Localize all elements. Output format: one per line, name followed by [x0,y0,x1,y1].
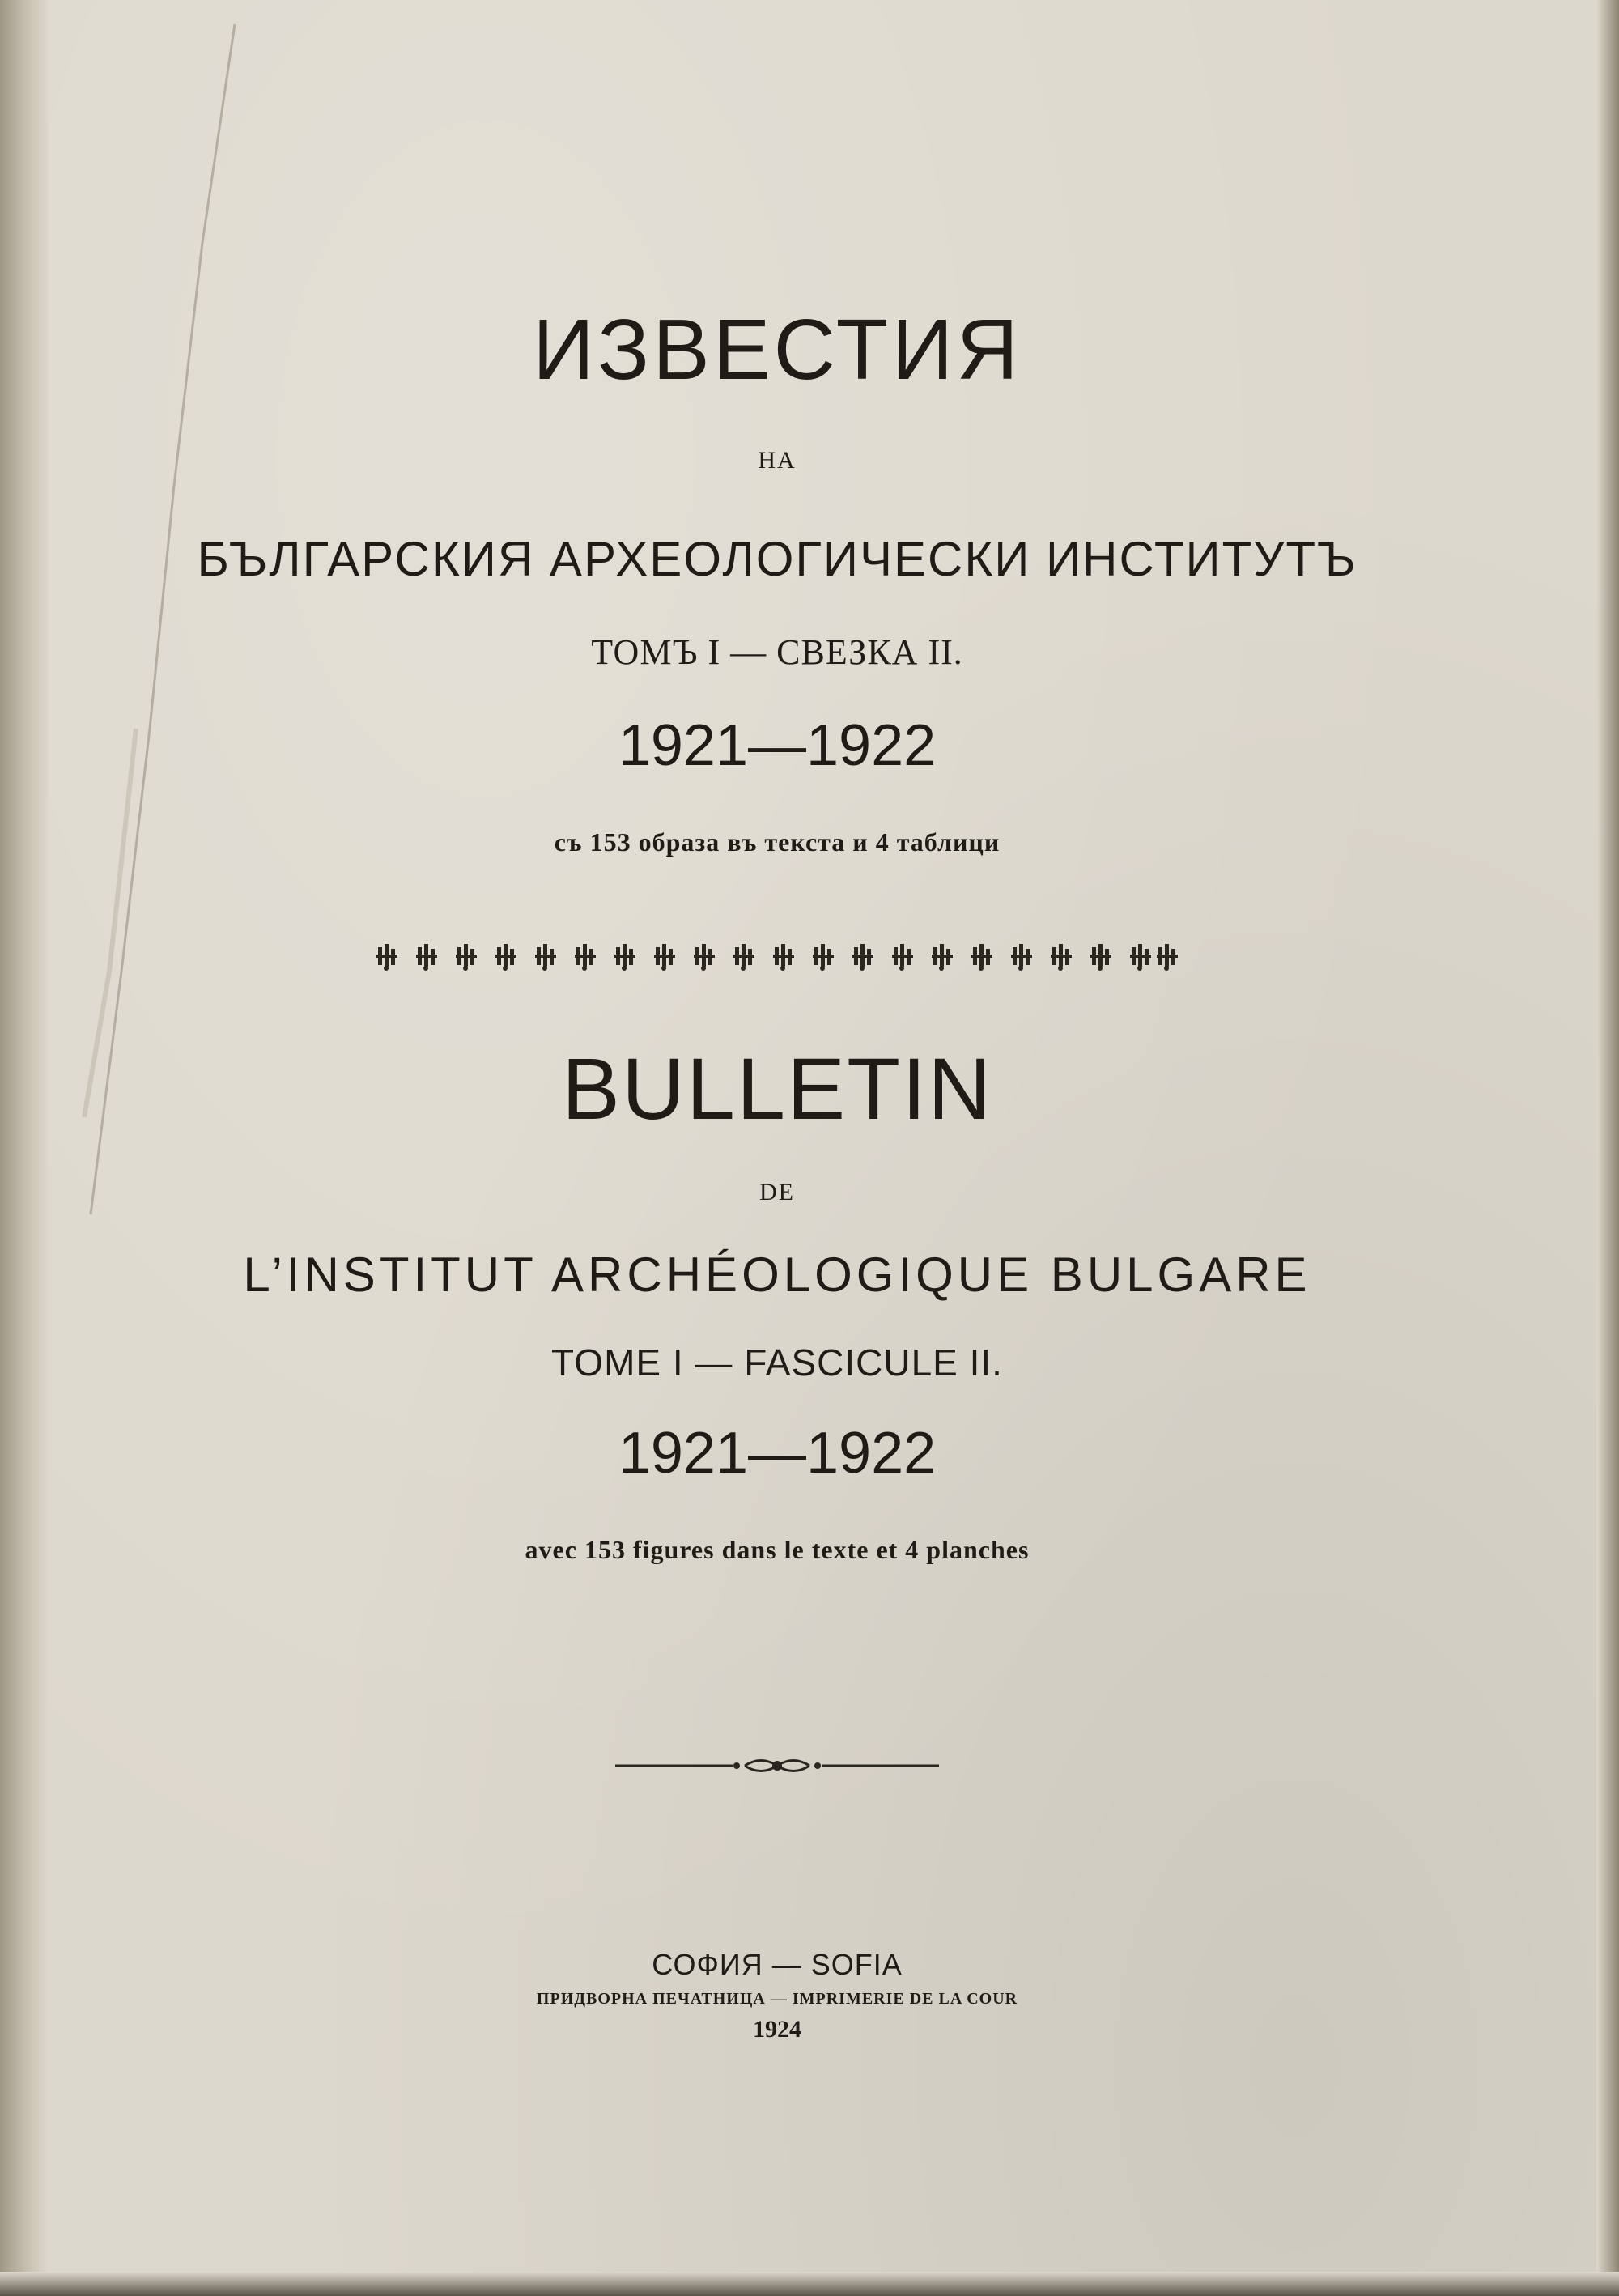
bulgarian-title: ИЗВЕСТИЯ [532,302,1022,398]
bulgarian-volume: ТОМЪ I — СВЕЗКА II. [591,632,963,672]
french-of: DE [759,1179,795,1205]
french-title: BULLETIN [561,1040,993,1137]
bulgarian-contents: съ 153 образа въ текста и 4 таблици [554,827,1001,857]
french-volume: TOME I — FASCICULE II. [551,1341,1003,1384]
imprint-printer: ПРИДВОРНА ПЕЧАТНИЦА — IMPRIMERIE DE LA COUR [536,1990,1018,2008]
bulgarian-of: НА [758,447,797,474]
imprint-city: СОФИЯ — SOFIA [652,1948,903,1981]
bulgarian-institute: БЪЛГАРСКИЯ АРХЕОЛОГИЧЕСКИ ИНСТИТУТЪ [197,532,1358,586]
fleuron-row-icon [376,941,1178,973]
french-years: 1921—1922 [618,1421,937,1486]
fleuron-rule-icon [615,1754,939,1778]
ornamental-rule [0,1754,1554,1782]
page-right-edge [1596,0,1619,2296]
imprint-year: 1924 [753,2016,801,2043]
ornamental-border [0,941,1554,977]
bulgarian-years: 1921—1922 [618,713,937,778]
french-contents: avec 153 figures dans le texte et 4 planches [525,1535,1030,1564]
french-institute: L’INSTITUT ARCHÉOLOGIQUE BULGARE [243,1248,1311,1302]
